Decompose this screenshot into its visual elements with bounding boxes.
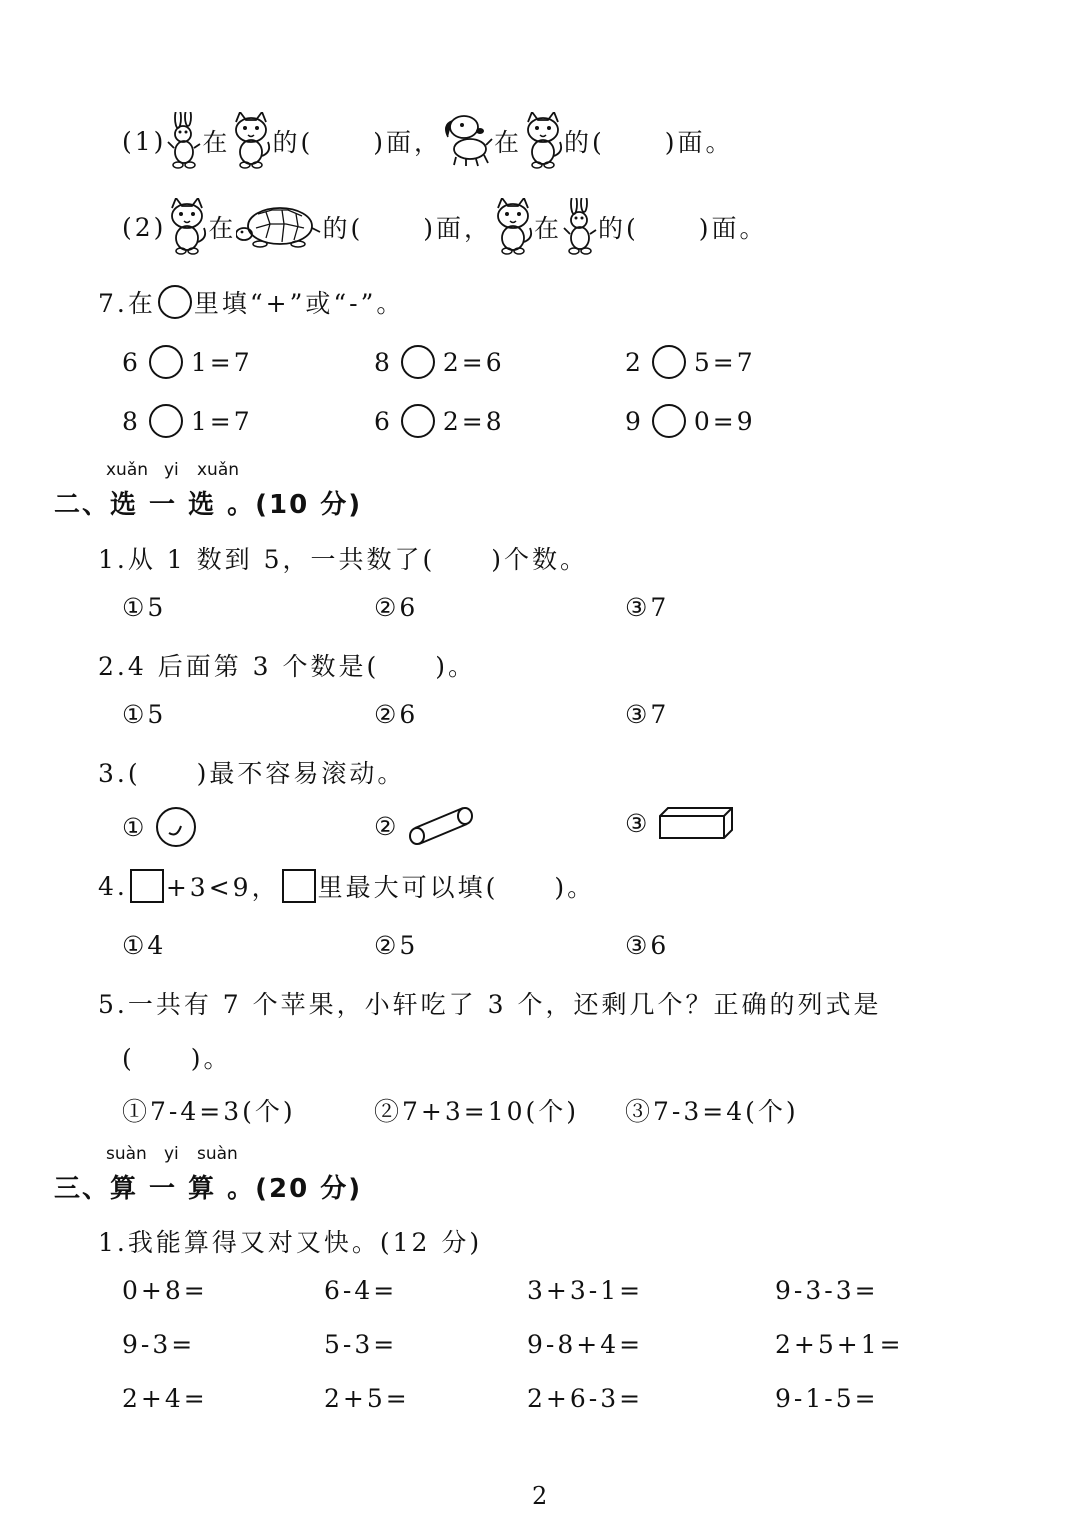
answer-box[interactable] (130, 869, 164, 903)
calc-item: 2+5= (324, 1384, 410, 1413)
cuboid-icon (658, 806, 734, 840)
s2-q3-option-3[interactable] (625, 806, 734, 840)
s2-q3-option-2[interactable] (374, 806, 477, 846)
q6-line1-b: 的( (272, 128, 314, 157)
q6-line2-a: 在 (208, 214, 237, 243)
answer-box[interactable] (282, 869, 316, 903)
s2-q5-option-3[interactable]: ③7-3=4(个) (625, 1097, 799, 1126)
answer-circle[interactable] (158, 285, 192, 319)
s2-q3-text: 3.( )最不容易滚动。 (98, 759, 406, 788)
q7-operand: 9 (625, 406, 644, 436)
s2-q2-option-2[interactable]: ②6 (374, 700, 419, 729)
s2-q4-option-2[interactable]: ②5 (374, 931, 419, 960)
answer-circle[interactable] (401, 345, 435, 379)
q7-operand: 8 (122, 406, 141, 436)
q6-line2 (122, 198, 768, 256)
answer-circle[interactable] (149, 345, 183, 379)
q7-rest: 1=7 (190, 347, 253, 377)
q6-line1-c: )面， (373, 128, 442, 157)
q7-operand: 2 (625, 347, 644, 377)
s2-q4-option-3[interactable]: ③6 (625, 931, 670, 960)
section3-pinyin-1: suàn (106, 1144, 147, 1164)
rabbit-icon (166, 112, 202, 170)
q6-line1-d: 在 (493, 128, 522, 157)
section2-pinyin-3: xuǎn (197, 460, 240, 480)
option-label: ② (374, 811, 400, 841)
s2-q1-text: 1.从 1 数到 5，一共数了( )个数。 (98, 545, 589, 574)
q7-operand: 6 (374, 406, 393, 436)
option-label: ③ (625, 808, 651, 838)
s2-q4-text (98, 868, 595, 904)
calc-item: 5-3= (324, 1330, 398, 1359)
calc-item: 0+8= (122, 1276, 208, 1305)
q7-operand: 8 (374, 347, 393, 377)
calc-item: 3+3-1= (527, 1276, 644, 1305)
calc-item: 2+6-3= (527, 1384, 644, 1413)
turtle-icon (236, 204, 322, 250)
q7-rest: 5=7 (693, 347, 756, 377)
s2-q2-option-3[interactable]: ③7 (625, 700, 670, 729)
s2-q4-option-1[interactable]: ①4 (122, 931, 167, 960)
answer-circle[interactable] (652, 404, 686, 438)
option-label: ① (122, 812, 148, 842)
cat-icon (492, 198, 534, 256)
q7-item (122, 345, 253, 379)
s3-q1-text: 1.我能算得又对又快。(12 分) (98, 1228, 483, 1257)
q7-title-post: 里填“+”或“-”。 (193, 289, 405, 318)
s2-q5-option-2[interactable]: ②7+3=10(个) (374, 1097, 580, 1126)
s2-q2-text: 2.4 后面第 3 个数是( )。 (98, 652, 477, 681)
q6-line2-num: (2) (122, 212, 167, 242)
q6-line2-e: 的( (597, 214, 639, 243)
s2-q1-option-1[interactable]: ①5 (122, 593, 167, 622)
s2-q1-option-2[interactable]: ②6 (374, 593, 419, 622)
q6-line1-a: 在 (202, 128, 231, 157)
q7-rest: 1=7 (190, 406, 253, 436)
section2-pinyin-1: xuǎn (106, 460, 149, 480)
section2-pinyin-2: yi (164, 460, 179, 480)
q7-item (374, 404, 505, 438)
calc-item: 9-3-3= (775, 1276, 879, 1305)
dog-icon (442, 113, 494, 169)
rabbit-icon (562, 198, 598, 256)
calc-item: 9-1-5= (775, 1384, 879, 1413)
section3-title: 三、算 一 算 。(20 分) (54, 1174, 363, 1204)
q6-line1-f: )面。 (664, 128, 734, 157)
calc-item: 9-8+4= (527, 1330, 644, 1359)
section3-pinyin-3: suàn (197, 1144, 238, 1164)
q7-rest: 2=8 (442, 406, 505, 436)
q7-operand: 6 (122, 347, 141, 377)
calc-item: 2+4= (122, 1384, 208, 1413)
q6-line1-e: 的( (563, 128, 605, 157)
q7-title-pre: 7.在 (98, 289, 156, 318)
q4-pre: 4. (98, 871, 128, 901)
cat-icon (230, 112, 272, 170)
q7-item (625, 345, 756, 379)
answer-circle[interactable] (652, 345, 686, 379)
s2-q5-text2: ( )。 (122, 1044, 232, 1073)
s2-q2-option-1[interactable]: ①5 (122, 700, 167, 729)
cylinder-icon (407, 806, 477, 846)
calc-item: 9-3= (122, 1330, 196, 1359)
section2-title: 二、选 一 选 。(10 分) (54, 490, 363, 520)
cat-icon (522, 112, 564, 170)
q6-line2-f: )面。 (698, 214, 768, 243)
q6-line2-b: 的( (322, 214, 364, 243)
section3-pinyin-2: yi (164, 1144, 179, 1164)
cat-icon (166, 198, 208, 256)
q7-rest: 2=6 (442, 347, 505, 377)
q4-post: 里最大可以填( )。 (317, 873, 596, 902)
q7-rest: 0=9 (693, 406, 756, 436)
s2-q5-option-1[interactable]: ①7-4=3(个) (122, 1097, 296, 1126)
page-number: 2 (532, 1482, 548, 1510)
s2-q3-option-1[interactable] (122, 806, 197, 848)
s2-q5-text: 5.一共有 7 个苹果，小轩吃了 3 个，还剩几个？正确的列式是 (98, 990, 882, 1019)
answer-circle[interactable] (401, 404, 435, 438)
answer-circle[interactable] (149, 404, 183, 438)
q7-item (122, 404, 253, 438)
q6-line1 (122, 112, 734, 170)
q7-item (374, 345, 505, 379)
q6-line2-d: 在 (533, 214, 562, 243)
q7-item (625, 404, 756, 438)
calc-item: 6-4= (324, 1276, 398, 1305)
q7-title (98, 284, 404, 320)
s2-q1-option-3[interactable]: ③7 (625, 593, 670, 622)
q4-mid: +3<9， (165, 873, 280, 902)
calc-item: 2+5+1= (775, 1330, 904, 1359)
q6-line2-c: )面， (423, 214, 492, 243)
q6-line1-num: (1) (122, 126, 167, 156)
ball-icon (155, 806, 197, 848)
